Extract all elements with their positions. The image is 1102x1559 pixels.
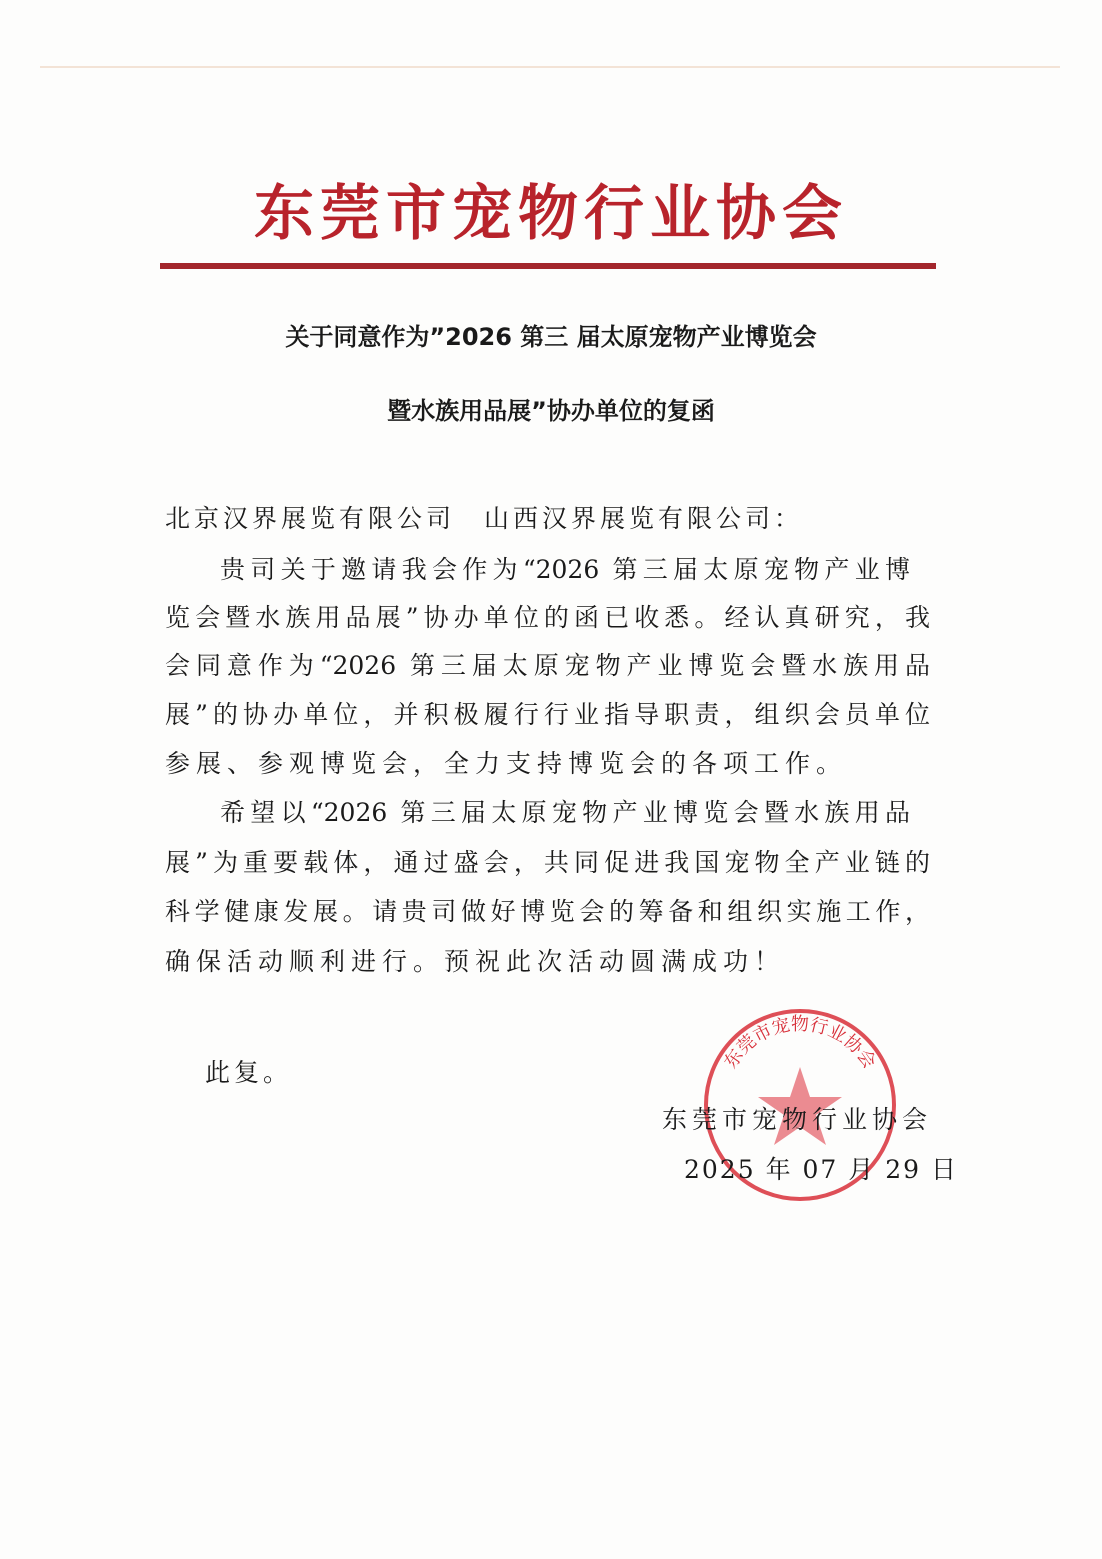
body-line: 展”为重要载体，通过盛会，共同促进我国宠物全产业链的 bbox=[165, 848, 930, 877]
body-line: 会同意作为“2026 第三届太原宠物产业博览会暨水族用品 bbox=[165, 651, 930, 680]
document-title-line2: 暨水族用品展”协办单位的复函 bbox=[387, 397, 715, 425]
body-line: 希望以“2026 第三届太原宠物产业博览会暨水族用品 bbox=[220, 798, 910, 827]
letterhead-rule bbox=[160, 263, 936, 269]
document-title-line1: 关于同意作为”2026 第三 届太原宠物产业博览会 bbox=[285, 323, 817, 351]
seal-text: 东莞市宠物行业协会 bbox=[720, 1014, 880, 1073]
signature-date: 2025 年 07 月 29 日 bbox=[684, 1155, 958, 1184]
letterhead-org-name: 东莞市宠物行业协会 bbox=[254, 179, 848, 249]
body-line: 参展、参观博览会，全力支持博览会的各项工作。 bbox=[165, 749, 848, 778]
body-line: 科学健康发展。请贵司做好博览会的筹备和组织实施工作， bbox=[165, 897, 930, 926]
page-edge-line bbox=[40, 66, 1060, 68]
signature-org: 东莞市宠物行业协会 bbox=[662, 1105, 933, 1134]
body-line: 览会暨水族用品展”协办单位的函已收悉。经认真研究，我 bbox=[165, 603, 930, 632]
body-line: 展”的协办单位，并积极履行行业指导职责，组织会员单位 bbox=[165, 700, 930, 729]
body-line: 贵司关于邀请我会作为“2026 第三届太原宠物产业博 bbox=[220, 555, 910, 584]
closing: 此复。 bbox=[205, 1058, 293, 1087]
addressee: 北京汉界展览有限公司 山西汉界展览有限公司： bbox=[165, 504, 804, 533]
body-line: 确保活动顺利进行。预祝此次活动圆满成功！ bbox=[165, 947, 786, 976]
